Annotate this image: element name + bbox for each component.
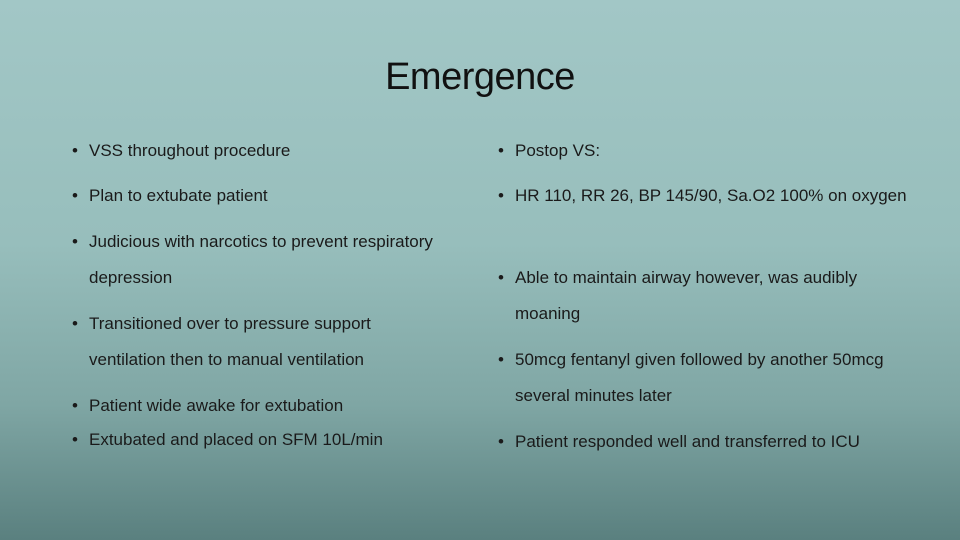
bullet-marker: • bbox=[72, 396, 78, 415]
bullet-marker: • bbox=[498, 350, 504, 369]
bullet-marker: • bbox=[72, 314, 78, 333]
list-item bbox=[72, 224, 442, 296]
list-item bbox=[72, 133, 442, 169]
list-item bbox=[498, 342, 918, 414]
bullet-text: HR 110, RR 26, BP 145/90, Sa.O2 100% on oxygen bbox=[515, 186, 907, 205]
bullet-text: Postop VS: bbox=[515, 141, 601, 160]
list-item bbox=[498, 260, 918, 332]
bullet-marker: • bbox=[72, 430, 78, 449]
list-item bbox=[498, 178, 918, 214]
list-item bbox=[498, 133, 918, 169]
bullet-text: Plan to extubate patient bbox=[89, 186, 268, 205]
bullet-text: Extubated and placed on SFM 10L/min bbox=[89, 430, 383, 449]
bullet-text: Judicious with narcotics to prevent respiratory depression bbox=[89, 232, 433, 287]
bullet-text: VSS throughout procedure bbox=[89, 141, 291, 160]
bullet-marker: • bbox=[72, 141, 78, 160]
list-item bbox=[498, 424, 918, 460]
bullet-marker: • bbox=[72, 186, 78, 205]
bullet-text: 50mcg fentanyl given followed by another 50mcg several minutes later bbox=[515, 350, 884, 405]
bullet-text: Able to maintain airway however, was audibly moaning bbox=[515, 268, 858, 323]
list-item bbox=[72, 422, 442, 458]
bullet-marker: • bbox=[498, 268, 504, 287]
bullet-marker: • bbox=[498, 141, 504, 160]
list-item bbox=[72, 306, 442, 378]
bullet-text: Transitioned over to pressure support ventilation then to manual ventilation bbox=[89, 314, 371, 369]
list-item bbox=[72, 388, 442, 424]
bullet-text: Patient wide awake for extubation bbox=[89, 396, 344, 415]
bullet-marker: • bbox=[498, 432, 504, 451]
bullet-text: Patient responded well and transferred to ICU bbox=[515, 432, 860, 451]
slide-title: Emergence bbox=[385, 56, 575, 98]
bullet-marker: • bbox=[498, 186, 504, 205]
bullet-marker: • bbox=[72, 232, 78, 251]
list-item bbox=[72, 178, 442, 214]
